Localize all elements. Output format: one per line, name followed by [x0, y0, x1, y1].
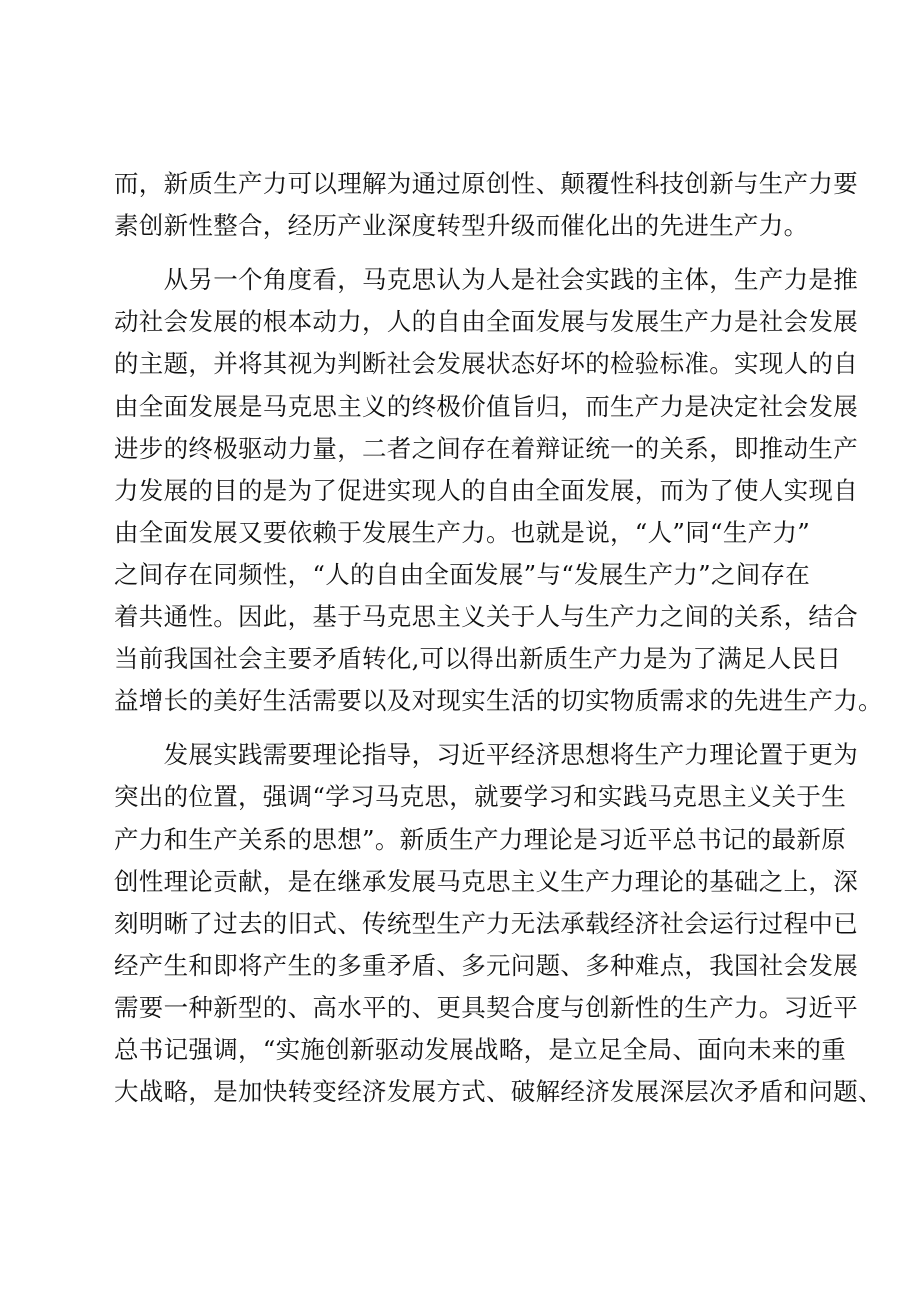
text-line: 创性理论贡献，是在继承发展马克思主义生产力理论的基础之上，深 — [114, 867, 858, 896]
text-line: 的主题，并将其视为判断社会发展状态好坏的检验标准。实现人的自 — [114, 349, 858, 378]
text-line: 力发展的目的是为了促进实现人的自由全面发展，而为了使人实现自 — [114, 476, 858, 505]
text-line: 大战略，是加快转变经济发展方式、破解经济发展深层次矛盾和问题、 — [114, 1077, 883, 1106]
text-line: 刻明晰了过去的旧式、传统型生产力无法承载经济社会运行过程中已 — [114, 909, 858, 938]
text-line: 总书记强调，“实施创新驱动发展战略，是立足全局、面向未来的重 — [114, 1035, 847, 1064]
text-line: 由全面发展是马克思主义的终极价值旨归，而生产力是决定社会发展 — [114, 392, 858, 421]
text-line: 发展实践需要理论指导，习近平经济思想将生产力理论置于更为 — [114, 740, 858, 769]
text-line: 需要一种新型的、高水平的、更具契合度与创新性的生产力。习近平 — [114, 993, 858, 1022]
text-line: 之间存在同频性，“人的自由全面发展”与“发展生产力”之间存在 — [114, 560, 811, 589]
text-line: 着共通性。因此，基于马克思主义关于人与生产力之间的关系，结合 — [114, 602, 858, 631]
text-line: 而，新质生产力可以理解为通过原创性、颠覆性科技创新与生产力要 — [114, 169, 858, 198]
text-line: 动社会发展的根本动力，人的自由全面发展与发展生产力是社会发展 — [114, 307, 858, 336]
text-line: 益增长的美好生活需要以及对现实生活的切实物质需求的先进生产力。 — [114, 686, 883, 715]
text-line: 进步的终极驱动力量，二者之间存在着辩证统一的关系，即推动生产 — [114, 434, 858, 463]
text-line: 素创新性整合，经历产业深度转型升级而催化出的先进生产力。 — [114, 211, 809, 240]
text-line: 当前我国社会主要矛盾转化,可以得出新质生产力是为了满足人民日 — [114, 644, 842, 673]
text-line: 从另一个角度看，马克思认为人是社会实践的主体，生产力是推 — [114, 265, 858, 294]
text-line: 由全面发展又要依赖于发展生产力。也就是说，“人”同“生产力” — [114, 518, 811, 547]
text-line: 突出的位置，强调“学习马克思，就要学习和实践马克思主义关于生 — [114, 782, 847, 811]
text-line: 经产生和即将产生的多重矛盾、多元问题、多种难点，我国社会发展 — [114, 951, 858, 980]
text-line: 产力和生产关系的思想”。新质生产力理论是习近平总书记的最新原 — [114, 825, 847, 854]
